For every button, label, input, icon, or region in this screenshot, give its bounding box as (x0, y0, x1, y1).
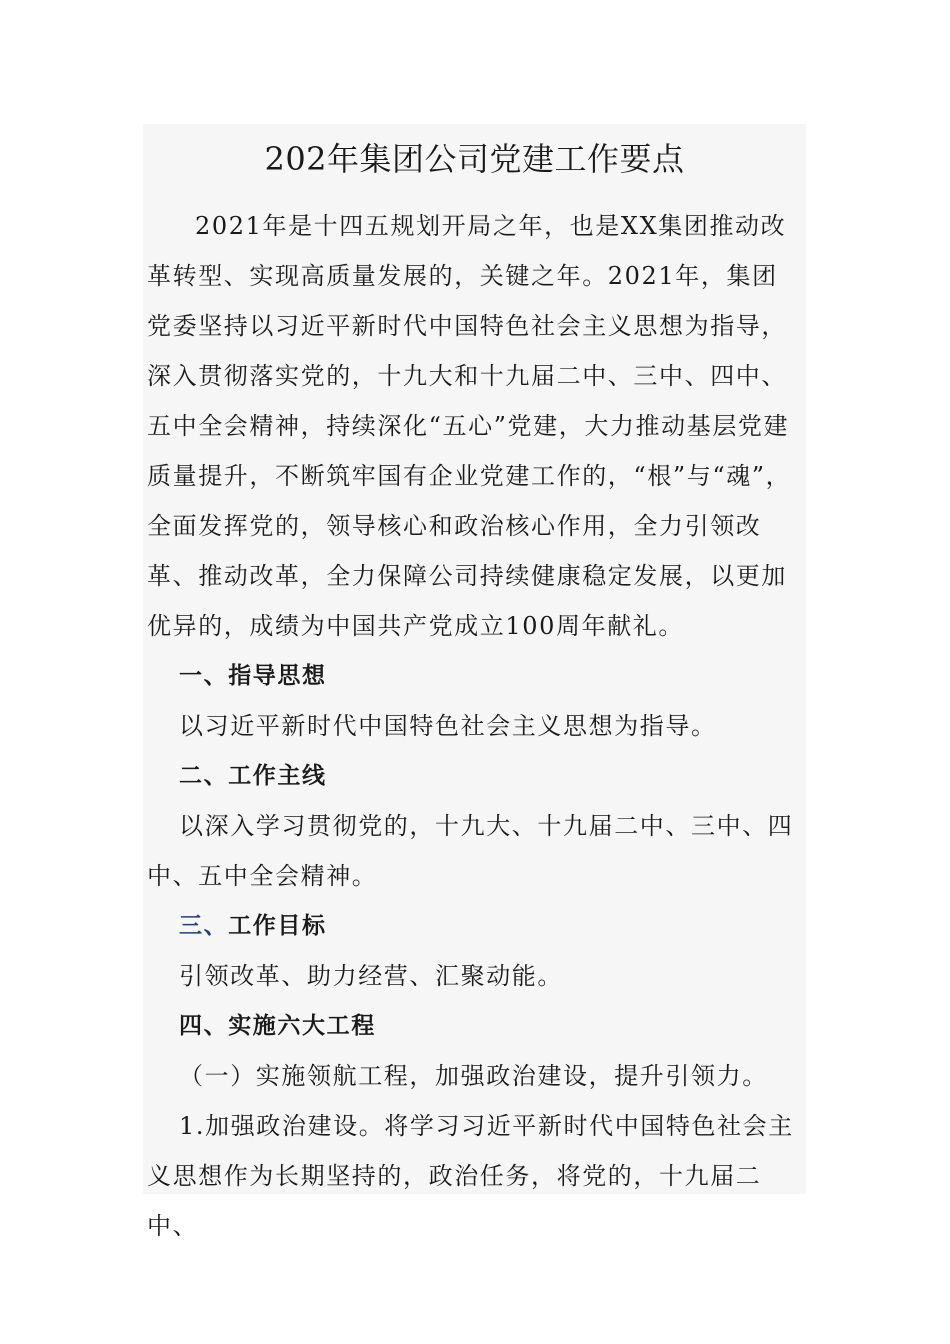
section-heading-work-mainline: 二、工作主线 (179, 763, 327, 789)
section-heading-six-projects: 四、实施六大工程 (179, 1013, 376, 1039)
document-page (143, 124, 806, 1240)
document-title: 202年集团公司党建工作要点 (264, 140, 685, 178)
section-text-work-mainline: 以深入学习贯彻党的，十九大、十九届二中、三中、四中、五中全会精神。 (147, 812, 794, 890)
section-text-guiding-ideology: 以习近平新时代中国特色社会主义思想为指导。 (179, 712, 717, 740)
section-heading-number: 三、 (179, 913, 229, 939)
section-heading-guiding-ideology: 一、指导思想 (179, 663, 327, 689)
section-heading-work-goals (147, 901, 802, 951)
section-heading-label: 工作目标 (228, 913, 327, 939)
list-item-political-building: 1.加强政治建设。将学习习近平新时代中国特色社会主义思想作为长期坚持的，政治任务，将党的，十九届二中、 (147, 1112, 794, 1240)
section-text-work-goals: 引领改革、助力经营、汇聚动能。 (179, 962, 563, 990)
document-body (147, 201, 802, 1251)
intro-paragraph: 2021年是十四五规划开局之年，也是XX集团推动改革转型、实现高质量发展的，关键之年。2021年，集团党委坚持以习近平新时代中国特色社会主义思想为指导，深入贯彻落实党的，十九大和十九届二中、三中、四中、五中全会精神，持续深化“五心”党建，大力推动基层党建质量提升，不断筑牢国有企业党建工作的，“根”与“魂”，全面发挥党的，领导核心和政治核心作用，全力引领改革、推动改革，全力保障公司持续健康稳定发展，以更加优异的，成绩为中国共产党成立100周年献礼。 (147, 212, 792, 640)
subsection-heading-navigation: （一）实施领航工程，加强政治建设，提升引领力。 (179, 1062, 768, 1090)
